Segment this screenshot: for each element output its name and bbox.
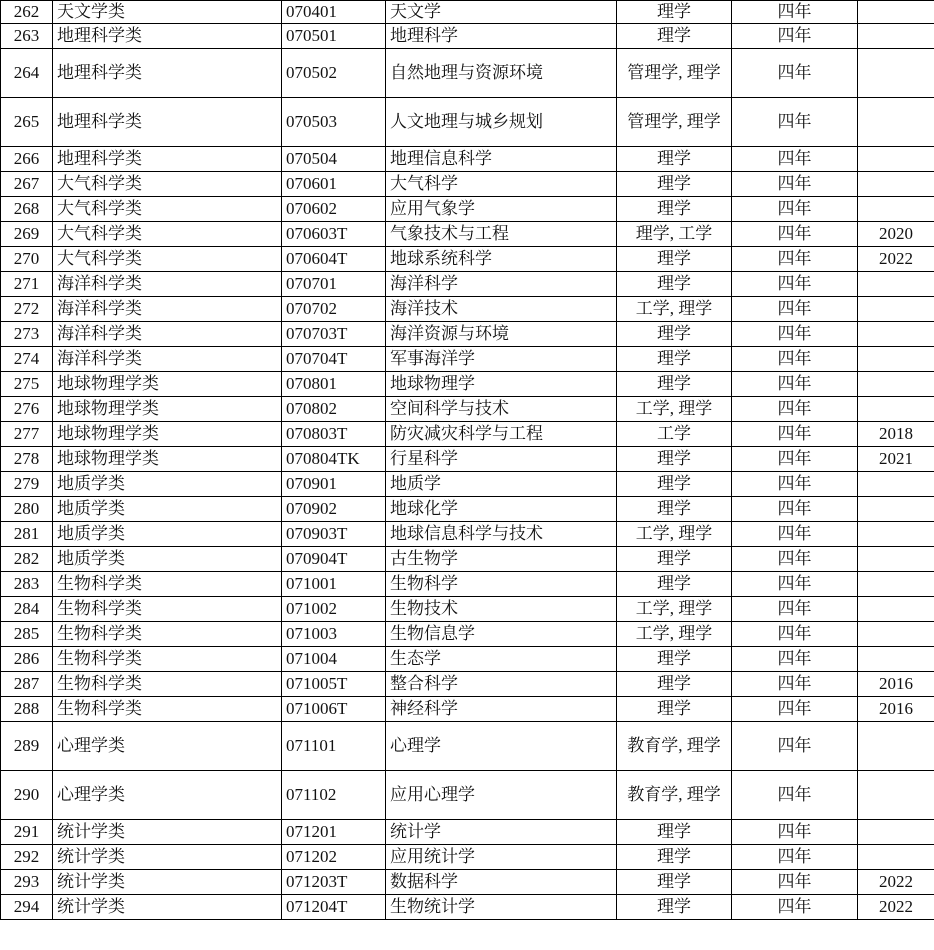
cell-degree: 理学 (617, 447, 732, 472)
cell-name: 地球物理学 (386, 372, 617, 397)
cell-index: 274 (1, 347, 53, 372)
cell-index: 271 (1, 272, 53, 297)
table-row (1, 547, 934, 572)
cell-code: 071005T (282, 672, 386, 697)
cell-index: 273 (1, 322, 53, 347)
cell-years: 四年 (732, 447, 858, 472)
cell-degree: 教育学, 理学 (617, 722, 732, 771)
cell-name: 整合科学 (386, 672, 617, 697)
cell-code: 070703T (282, 322, 386, 347)
cell-category: 海洋科学类 (53, 322, 282, 347)
cell-code: 070902 (282, 497, 386, 522)
cell-code: 070601 (282, 172, 386, 197)
cell-name: 防灾减灾科学与工程 (386, 422, 617, 447)
cell-index: 269 (1, 222, 53, 247)
cell-name: 地理信息科学 (386, 147, 617, 172)
cell-code: 070904T (282, 547, 386, 572)
cell-index: 280 (1, 497, 53, 522)
cell-year_added: 2022 (858, 870, 934, 895)
cell-index: 267 (1, 172, 53, 197)
cell-years: 四年 (732, 422, 858, 447)
cell-name: 天文学 (386, 1, 617, 24)
cell-code: 070901 (282, 472, 386, 497)
cell-years: 四年 (732, 247, 858, 272)
table-row (1, 522, 934, 547)
cell-years: 四年 (732, 297, 858, 322)
cell-name: 地球信息科学与技术 (386, 522, 617, 547)
cell-year_added (858, 322, 934, 347)
cell-years: 四年 (732, 397, 858, 422)
cell-category: 地质学类 (53, 497, 282, 522)
cell-index: 286 (1, 647, 53, 672)
cell-code: 071201 (282, 820, 386, 845)
cell-code: 070801 (282, 372, 386, 397)
cell-degree: 教育学, 理学 (617, 771, 732, 820)
table-row (1, 347, 934, 372)
cell-degree: 工学, 理学 (617, 597, 732, 622)
cell-category: 地球物理学类 (53, 372, 282, 397)
cell-degree: 工学, 理学 (617, 522, 732, 547)
cell-degree: 理学 (617, 870, 732, 895)
cell-category: 生物科学类 (53, 572, 282, 597)
table-row (1, 147, 934, 172)
cell-category: 大气科学类 (53, 247, 282, 272)
cell-index: 277 (1, 422, 53, 447)
table-row (1, 98, 934, 147)
cell-years: 四年 (732, 522, 858, 547)
cell-index: 292 (1, 845, 53, 870)
cell-name: 应用气象学 (386, 197, 617, 222)
table-row (1, 647, 934, 672)
cell-degree: 理学 (617, 472, 732, 497)
cell-code: 071004 (282, 647, 386, 672)
cell-index: 275 (1, 372, 53, 397)
cell-years: 四年 (732, 98, 858, 147)
cell-years: 四年 (732, 1, 858, 24)
table-row (1, 222, 934, 247)
cell-category: 大气科学类 (53, 172, 282, 197)
cell-index: 276 (1, 397, 53, 422)
table-row (1, 247, 934, 272)
cell-year_added (858, 297, 934, 322)
cell-degree: 理学 (617, 272, 732, 297)
cell-index: 278 (1, 447, 53, 472)
cell-code: 070503 (282, 98, 386, 147)
table-row (1, 197, 934, 222)
cell-years: 四年 (732, 845, 858, 870)
cell-degree: 理学 (617, 247, 732, 272)
cell-years: 四年 (732, 870, 858, 895)
cell-name: 大气科学 (386, 172, 617, 197)
cell-year_added (858, 497, 934, 522)
cell-name: 地理科学 (386, 24, 617, 49)
cell-name: 生物技术 (386, 597, 617, 622)
cell-years: 四年 (732, 771, 858, 820)
cell-year_added (858, 1, 934, 24)
cell-year_added (858, 197, 934, 222)
cell-year_added (858, 472, 934, 497)
cell-years: 四年 (732, 147, 858, 172)
cell-year_added (858, 347, 934, 372)
cell-name: 地球系统科学 (386, 247, 617, 272)
cell-name: 应用心理学 (386, 771, 617, 820)
cell-name: 海洋资源与环境 (386, 322, 617, 347)
cell-degree: 工学, 理学 (617, 622, 732, 647)
table-row (1, 24, 934, 49)
cell-name: 数据科学 (386, 870, 617, 895)
table-row (1, 572, 934, 597)
cell-code: 070504 (282, 147, 386, 172)
cell-year_added (858, 172, 934, 197)
cell-category: 统计学类 (53, 870, 282, 895)
cell-year_added (858, 622, 934, 647)
cell-category: 地理科学类 (53, 24, 282, 49)
table-row (1, 372, 934, 397)
cell-category: 地球物理学类 (53, 447, 282, 472)
cell-years: 四年 (732, 697, 858, 722)
cell-category: 生物科学类 (53, 672, 282, 697)
cell-code: 071002 (282, 597, 386, 622)
cell-category: 海洋科学类 (53, 347, 282, 372)
cell-index: 281 (1, 522, 53, 547)
cell-degree: 理学 (617, 697, 732, 722)
cell-name: 生物科学 (386, 572, 617, 597)
cell-degree: 工学, 理学 (617, 397, 732, 422)
cell-name: 心理学 (386, 722, 617, 771)
cell-category: 地球物理学类 (53, 422, 282, 447)
cell-years: 四年 (732, 372, 858, 397)
cell-degree: 工学, 理学 (617, 297, 732, 322)
cell-category: 生物科学类 (53, 697, 282, 722)
cell-index: 284 (1, 597, 53, 622)
cell-category: 统计学类 (53, 895, 282, 920)
cell-index: 270 (1, 247, 53, 272)
table-row (1, 422, 934, 447)
cell-degree: 理学 (617, 547, 732, 572)
cell-code: 070804TK (282, 447, 386, 472)
cell-category: 地理科学类 (53, 49, 282, 98)
cell-years: 四年 (732, 472, 858, 497)
cell-degree: 理学 (617, 322, 732, 347)
cell-index: 279 (1, 472, 53, 497)
cell-name: 自然地理与资源环境 (386, 49, 617, 98)
cell-years: 四年 (732, 572, 858, 597)
cell-degree: 理学 (617, 672, 732, 697)
cell-year_added (858, 597, 934, 622)
table-row (1, 622, 934, 647)
cell-year_added (858, 24, 934, 49)
cell-category: 统计学类 (53, 845, 282, 870)
cell-degree: 理学 (617, 172, 732, 197)
table-row (1, 845, 934, 870)
cell-years: 四年 (732, 24, 858, 49)
cell-years: 四年 (732, 647, 858, 672)
cell-degree: 理学 (617, 197, 732, 222)
cell-index: 268 (1, 197, 53, 222)
table-row (1, 497, 934, 522)
cell-degree: 理学 (617, 347, 732, 372)
table-row (1, 672, 934, 697)
table-row (1, 597, 934, 622)
table-row (1, 472, 934, 497)
table-row (1, 297, 934, 322)
cell-name: 古生物学 (386, 547, 617, 572)
cell-degree: 理学 (617, 24, 732, 49)
cell-year_added (858, 522, 934, 547)
cell-name: 统计学 (386, 820, 617, 845)
cell-degree: 理学 (617, 820, 732, 845)
cell-year_added (858, 547, 934, 572)
cell-code: 070501 (282, 24, 386, 49)
cell-code: 070803T (282, 422, 386, 447)
table-row (1, 697, 934, 722)
table-row (1, 397, 934, 422)
cell-years: 四年 (732, 272, 858, 297)
cell-years: 四年 (732, 197, 858, 222)
cell-years: 四年 (732, 597, 858, 622)
cell-years: 四年 (732, 49, 858, 98)
cell-category: 生物科学类 (53, 647, 282, 672)
cell-code: 070604T (282, 247, 386, 272)
table-row (1, 447, 934, 472)
cell-code: 071101 (282, 722, 386, 771)
cell-code: 070903T (282, 522, 386, 547)
cell-year_added: 2022 (858, 247, 934, 272)
cell-degree: 理学 (617, 572, 732, 597)
table-row (1, 322, 934, 347)
table-row (1, 1, 934, 24)
cell-code: 070802 (282, 397, 386, 422)
cell-index: 289 (1, 722, 53, 771)
cell-index: 283 (1, 572, 53, 597)
cell-years: 四年 (732, 820, 858, 845)
cell-name: 军事海洋学 (386, 347, 617, 372)
cell-index: 291 (1, 820, 53, 845)
table-body (1, 1, 934, 920)
cell-category: 海洋科学类 (53, 297, 282, 322)
table-row (1, 722, 934, 771)
cell-index: 293 (1, 870, 53, 895)
cell-code: 071204T (282, 895, 386, 920)
cell-index: 294 (1, 895, 53, 920)
cell-year_added (858, 647, 934, 672)
cell-category: 天文学类 (53, 1, 282, 24)
cell-name: 生物统计学 (386, 895, 617, 920)
cell-years: 四年 (732, 895, 858, 920)
cell-index: 290 (1, 771, 53, 820)
cell-name: 生态学 (386, 647, 617, 672)
cell-index: 282 (1, 547, 53, 572)
cell-years: 四年 (732, 497, 858, 522)
cell-years: 四年 (732, 547, 858, 572)
cell-index: 266 (1, 147, 53, 172)
cell-code: 070702 (282, 297, 386, 322)
cell-name: 行星科学 (386, 447, 617, 472)
cell-category: 生物科学类 (53, 597, 282, 622)
cell-name: 气象技术与工程 (386, 222, 617, 247)
cell-category: 心理学类 (53, 722, 282, 771)
cell-index: 272 (1, 297, 53, 322)
cell-year_added (858, 272, 934, 297)
cell-name: 海洋技术 (386, 297, 617, 322)
table-row (1, 771, 934, 820)
cell-code: 071202 (282, 845, 386, 870)
cell-index: 262 (1, 1, 53, 24)
cell-code: 071203T (282, 870, 386, 895)
cell-year_added: 2016 (858, 697, 934, 722)
table-row (1, 820, 934, 845)
cell-code: 071001 (282, 572, 386, 597)
cell-name: 地质学 (386, 472, 617, 497)
cell-code: 071006T (282, 697, 386, 722)
cell-year_added: 2021 (858, 447, 934, 472)
cell-year_added (858, 771, 934, 820)
cell-index: 265 (1, 98, 53, 147)
cell-years: 四年 (732, 622, 858, 647)
cell-years: 四年 (732, 222, 858, 247)
table-row (1, 895, 934, 920)
cell-code: 071102 (282, 771, 386, 820)
cell-year_added (858, 49, 934, 98)
cell-category: 地质学类 (53, 522, 282, 547)
cell-category: 大气科学类 (53, 222, 282, 247)
cell-category: 地质学类 (53, 547, 282, 572)
cell-years: 四年 (732, 347, 858, 372)
cell-name: 神经科学 (386, 697, 617, 722)
cell-category: 地质学类 (53, 472, 282, 497)
cell-category: 地球物理学类 (53, 397, 282, 422)
cell-degree: 理学 (617, 497, 732, 522)
cell-year_added (858, 820, 934, 845)
cell-name: 生物信息学 (386, 622, 617, 647)
cell-degree: 理学 (617, 147, 732, 172)
cell-year_added (858, 397, 934, 422)
cell-year_added: 2020 (858, 222, 934, 247)
cell-name: 应用统计学 (386, 845, 617, 870)
cell-name: 人文地理与城乡规划 (386, 98, 617, 147)
cell-degree: 工学 (617, 422, 732, 447)
cell-code: 070602 (282, 197, 386, 222)
cell-index: 287 (1, 672, 53, 697)
cell-degree: 理学 (617, 1, 732, 24)
cell-degree: 理学 (617, 372, 732, 397)
cell-index: 263 (1, 24, 53, 49)
table-row (1, 172, 934, 197)
cell-category: 统计学类 (53, 820, 282, 845)
cell-index: 288 (1, 697, 53, 722)
cell-name: 海洋科学 (386, 272, 617, 297)
cell-year_added (858, 572, 934, 597)
cell-degree: 管理学, 理学 (617, 98, 732, 147)
cell-name: 空间科学与技术 (386, 397, 617, 422)
cell-degree: 理学 (617, 845, 732, 870)
cell-category: 心理学类 (53, 771, 282, 820)
table-row (1, 870, 934, 895)
cell-index: 285 (1, 622, 53, 647)
cell-code: 070704T (282, 347, 386, 372)
cell-category: 海洋科学类 (53, 272, 282, 297)
cell-years: 四年 (732, 322, 858, 347)
cell-year_added: 2018 (858, 422, 934, 447)
cell-degree: 理学 (617, 895, 732, 920)
cell-code: 070502 (282, 49, 386, 98)
cell-index: 264 (1, 49, 53, 98)
cell-code: 071003 (282, 622, 386, 647)
cell-degree: 理学, 工学 (617, 222, 732, 247)
table-row (1, 49, 934, 98)
cell-category: 地理科学类 (53, 147, 282, 172)
cell-code: 070701 (282, 272, 386, 297)
cell-category: 地理科学类 (53, 98, 282, 147)
table-row (1, 272, 934, 297)
cell-degree: 管理学, 理学 (617, 49, 732, 98)
cell-degree: 理学 (617, 647, 732, 672)
cell-years: 四年 (732, 672, 858, 697)
cell-year_added (858, 722, 934, 771)
cell-category: 生物科学类 (53, 622, 282, 647)
cell-year_added (858, 98, 934, 147)
cell-year_added (858, 147, 934, 172)
cell-code: 070401 (282, 1, 386, 24)
cell-year_added (858, 372, 934, 397)
cell-name: 地球化学 (386, 497, 617, 522)
cell-years: 四年 (732, 722, 858, 771)
cell-code: 070603T (282, 222, 386, 247)
cell-category: 大气科学类 (53, 197, 282, 222)
cell-year_added (858, 845, 934, 870)
cell-years: 四年 (732, 172, 858, 197)
cell-year_added: 2016 (858, 672, 934, 697)
cell-year_added: 2022 (858, 895, 934, 920)
